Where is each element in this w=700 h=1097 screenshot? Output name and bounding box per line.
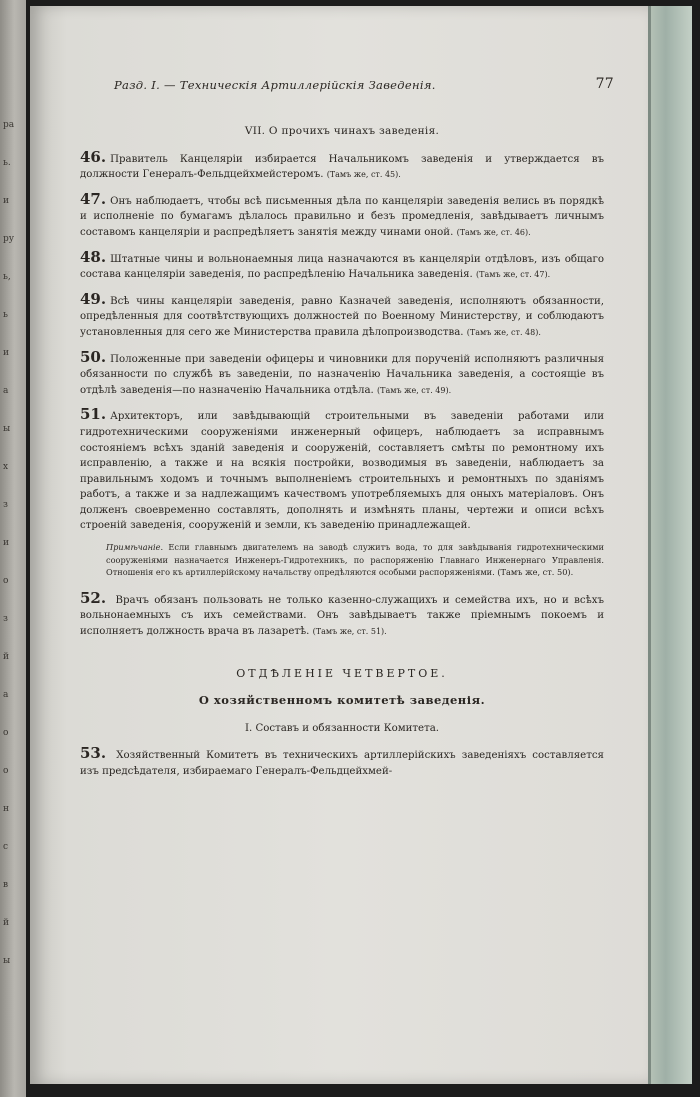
footnote — [106, 541, 604, 579]
paragraph — [80, 746, 604, 779]
left-page-fragment: и — [3, 538, 9, 548]
left-page-fragment: о — [3, 728, 9, 738]
left-page-fragment: а — [3, 690, 9, 700]
paragraph — [80, 247, 604, 283]
paragraph — [80, 347, 604, 399]
note-ref: (Тамъ же, ст. 50). — [497, 567, 574, 578]
paragraph-ref: (Тамъ же, ст. 48). — [466, 327, 541, 337]
left-page-fragment: а — [3, 386, 9, 396]
paragraph-ref: (Тамъ же, ст. 46). — [456, 227, 531, 237]
left-page-fragment: ь — [3, 310, 8, 320]
paragraph-text: Врачъ обязанъ пользовать не только казенно-служащихъ и семейства ихъ, но и всѣхъ вольнонаемныхъ съ ихъ семействами. Онъ завѣдываетъ также пріемнымъ покоемъ и исполняетъ должность врача въ лазаретѣ. — [80, 594, 604, 638]
left-page-fragment: з — [3, 500, 8, 510]
paragraph-number: 50. — [80, 347, 107, 366]
left-page-fragment: в — [3, 880, 9, 890]
paragraph-ref: (Тамъ же, ст. 51). — [312, 627, 387, 637]
paragraph-number: 52. — [80, 588, 107, 607]
running-title: Разд. I. — Техническія Артиллерійскія Заведенія. — [114, 78, 436, 92]
paragraph-ref: (Тамъ же, ст. 49). — [377, 385, 452, 395]
left-page-fragment: ь. — [3, 158, 11, 168]
paragraph-ref: (Тамъ же, ст. 45). — [326, 170, 401, 180]
paragraph — [80, 147, 604, 183]
paragraph-text: Всѣ чины канцеляріи заведенія, равно Казначей заведенія, исполняютъ обязанности, опредѣленныя для соотвѣтствующихъ должностей по Военному Министерству, и соблюдаютъ установленныя для сего же Министерства правила дѣлопроизводства. — [80, 295, 604, 338]
left-page-fragment: й — [3, 918, 9, 928]
paragraph-text: Архитекторъ, или завѣдывающій строительными въ заведеніи работами или гидротехническими сооруженіями инженерный офицеръ, наблюдаетъ за исправнымъ состояніемъ всѣхъ зданій заведенія и сооруженій, составляетъ смѣты по ремонтному ихъ исправленію, а также и на всякія постройки, возводимыя въ заведеніи, наблюдаетъ за правильнымъ ходомъ и точнымъ выполненіемъ строительныхъ и ремонтныхъ по зданіямъ работъ, а также и за надлежащимъ качествомъ употребляемыхъ для оныхъ матеріаловъ. Онъ долженъ своевременно составлять, дополнять и измѣнять планы, чертежи и описи всѣхъ строеній заведенія, сооруженій и земли, къ заведенію принадлежащей. — [80, 411, 604, 532]
left-page-fragment: ы — [3, 956, 11, 966]
page-content — [80, 124, 604, 789]
left-page-fragment: о — [3, 766, 9, 776]
paragraph-number: 53. — [80, 744, 107, 763]
paragraph-text: Онъ наблюдаетъ, чтобы всѣ письменныя дѣла по канцеляріи заведенія велись въ порядкѣ и исполненіе по бумагамъ дѣлалось правильно и безъ промедленія, завѣдываетъ личнымъ составомъ канцеляріи и распредѣляетъ занятія между чинами оной. — [80, 195, 604, 238]
left-page-fragment: ы — [3, 424, 11, 434]
paragraph-number: 49. — [80, 289, 107, 308]
paragraph — [80, 588, 604, 640]
left-page-fragment: й — [3, 652, 9, 662]
note-text: Если главнымъ двигателемъ на заводѣ служитъ вода, то для завѣдыванія гидротехническими сооруженіями назначается Инженеръ-Гидротехникъ, по распоряженію Главнаго Инженернаго Управленія. Отношенія его къ артиллерійскому начальству опредѣляются особыми распоряженіями. — [106, 542, 605, 578]
paragraph — [80, 189, 604, 241]
running-header — [114, 76, 614, 92]
left-page-fragment: ру — [3, 234, 15, 244]
left-page-fragment: з — [3, 614, 8, 624]
left-page-fragment: и — [3, 196, 9, 206]
paragraph-list — [80, 147, 604, 534]
paragraph-number: 48. — [80, 247, 107, 266]
book-cover-edge — [648, 6, 692, 1084]
note-label: Примѣчаніе. — [106, 542, 164, 553]
left-page-fragment: н — [3, 804, 9, 814]
paragraph — [80, 289, 604, 341]
left-page-fragment: о — [3, 576, 9, 586]
paragraph-number: 46. — [80, 147, 107, 166]
chapter-subheading: VII. О прочихъ чинахъ заведенія. — [244, 125, 440, 137]
paragraph-text: Правитель Канцеляріи избирается Начальникомъ заведенія и утверждается въ должности Генералъ-Фельдцейхмейстеромъ. — [80, 153, 604, 181]
left-page-fragment: и — [3, 348, 9, 358]
book-page — [30, 6, 648, 1084]
paragraph-text: Положенные при заведеніи офицеры и чиновники для порученій исполняютъ различныя обязанности по службѣ въ заведеніи, по назначенію Начальника заведенія, а состоящіе въ отдѣлѣ заведенія—по назначенію Начальника отдѣла. — [80, 353, 604, 396]
division-heading: ОТДѢЛЕНІЕ ЧЕТВЕРТОЕ. — [236, 666, 448, 680]
section-subheading: I. Составъ и обязанности Комитета. — [244, 722, 440, 734]
paragraph — [80, 407, 604, 534]
left-page-edge — [0, 0, 26, 1097]
paragraph-text: Штатные чины и вольнонаемныя лица назначаются въ канцеляріи отдѣловъ, изъ общаго состава канцеляріи заведенія, по распредѣленію Начальника заведенія. — [80, 253, 604, 281]
left-page-fragment: ра — [3, 120, 15, 130]
section-title: О хозяйственномъ комитетѣ заведенія. — [198, 693, 486, 708]
page-number: 77 — [595, 76, 614, 92]
paragraph-number: 47. — [80, 189, 107, 208]
left-page-fragment: х — [3, 462, 9, 472]
paragraph-text: Хозяйственный Комитетъ въ техническихъ артиллерійскихъ заведеніяхъ составляется изъ предсѣдателя, избираемаго Генералъ-Фельдцейхмей- — [80, 750, 604, 777]
left-page-fragment: с — [3, 842, 9, 852]
left-page-fragment: ь, — [3, 272, 11, 282]
paragraph-number: 51. — [80, 405, 107, 424]
paragraph-ref: (Тамъ же, ст. 47). — [476, 270, 551, 280]
